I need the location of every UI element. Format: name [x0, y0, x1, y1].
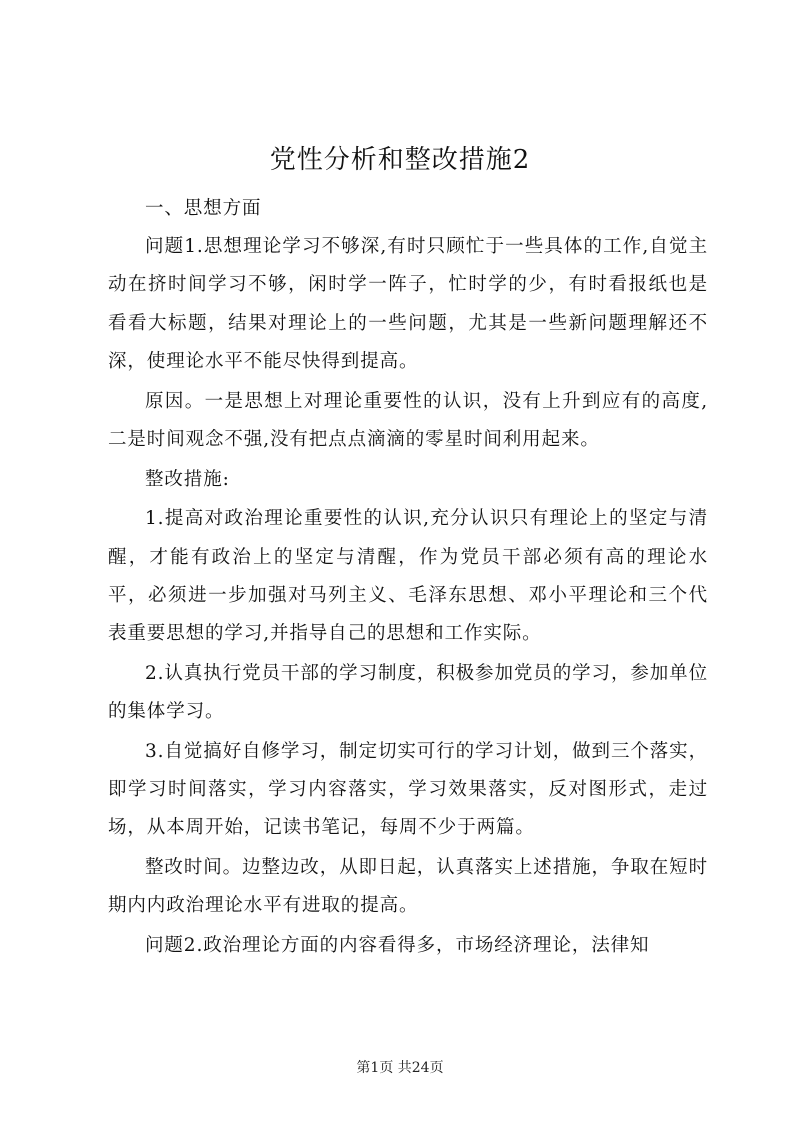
paragraph-problem-1: 问题1.思想理论学习不够深,有时只顾忙于一些具体的工作,自觉主动在挤时间学习不够，闲时学一阵子，忙时学的少，有时看报纸也是看看大标题，结果对理论上的一些问题，尤其是一些新问题理解还不深，使理论水平不能尽快得到提高。	[108, 236, 708, 372]
section-heading-thought: 一、思想方面	[145, 198, 262, 219]
paragraph-measure-2: 2.认真执行党员干部的学习制度，积极参加党员的学习，参加单位的集体学习。	[108, 662, 708, 723]
paragraph-rectification-time: 整改时间。边整边改，从即日起，认真落实上述措施，争取在短时期内内政治理论水平有进取的提高。	[108, 857, 708, 917]
page-number-footer: 第1页 共24页	[356, 1060, 444, 1076]
paragraph-problem-2: 问题2.政治理论方面的内容看得多，市场经济理论，法律知	[145, 935, 650, 957]
paragraph-measure-1: 1.提高对政治理论重要性的认识,充分认识只有理论上的坚定与清醒，才能有政治上的坚定与清醒，作为党员干部必须有高的理论水平，必须进一步加强对马列主义、毛泽东思想、邓小平理论和三个代表重要思想的学习,并指导自己的思想和工作实际。	[108, 508, 708, 645]
paragraph-cause: 原因。一是思想上对理论重要性的认识，没有上升到应有的高度,二是时间观念不强,没有把点点滴滴的零星时间利用起来。	[108, 390, 708, 450]
document-body	[108, 190, 708, 967]
paragraph-measures-heading: 整改措施:	[145, 468, 230, 490]
paragraph-measure-3: 3.自觉搞好自修学习，制定切实可行的学习计划，做到三个落实，即学习时间落实，学习内容落实，学习效果落实，反对图形式，走过场，从本周开始，记读书笔记，每周不少于两篇。	[108, 740, 708, 839]
document-title: 党性分析和整改措施2	[269, 145, 531, 175]
